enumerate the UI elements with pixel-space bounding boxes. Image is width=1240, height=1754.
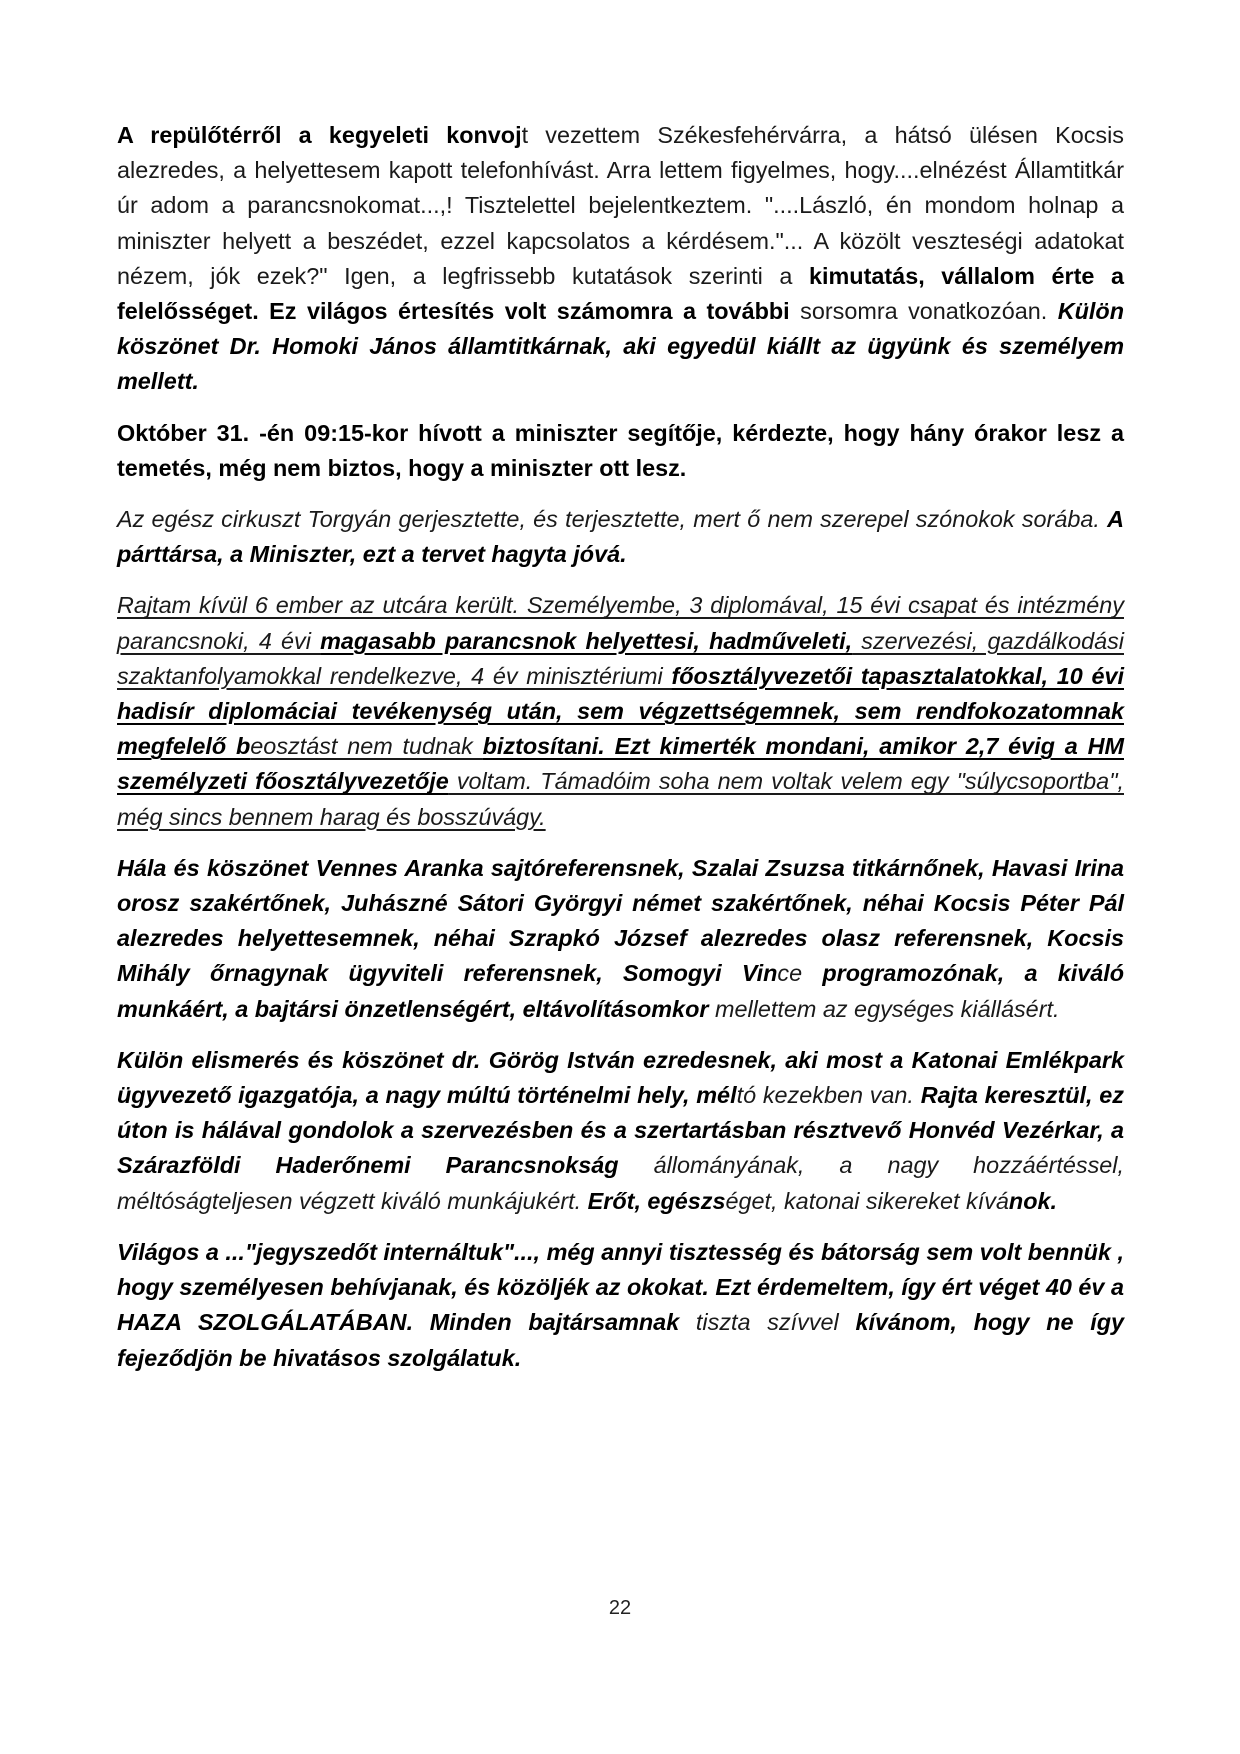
text-segment: A párttársa, a Miniszter, ezt a tervet hagyta jóvá. — [117, 506, 1124, 568]
text-segment: Külön köszönet Dr. Homoki János államtitkárnak, aki egyedül kiállt az ügyünk és személyem mellett. — [117, 298, 1124, 395]
text-segment: tiszta szívvel — [679, 1309, 856, 1336]
text-segment: Világos a ..."jegyszedőt internáltuk"..., még annyi tisztesség és bátorság sem volt bennük , hogy személyesen behívjanak, és közöljék az okokat. Ezt érdemeltem, így ért véget 40 év a HAZA SZOLGÁLATÁBAN. Minden bajtársamnak — [117, 1238, 1124, 1336]
text-segment: szervezési, gazdálkodási szaktanfolyamokkal rendelkezve, 4 év minisztériumi — [117, 627, 1124, 689]
text-segment: A repülőtérről a kegyeleti konvoj — [117, 122, 522, 148]
page-number: 22 — [608, 1597, 632, 1619]
text-segment: Hála és köszönet Vennes Aranka sajtóreferensnek, Szalai Zsuzsa titkárnőnek, Havasi Irina orosz szakértőnek, Juhászné Sátori Györgyi német szakértőnek, néhai Kocsis Péter Pál alezredes helyettesemnek, néhai Szrapkó József alezredes olasz referensnek, Kocsis Mihály őrnagynak ügyviteli referensnek, Somogyi Vin — [117, 854, 1124, 987]
paragraph-october-31 — [117, 416, 1124, 486]
text-segment: eosztást nem tudnak — [250, 733, 483, 760]
text-segment: nok. — [1008, 1187, 1058, 1214]
paragraph-convoy — [117, 118, 1124, 400]
text-segment: Rajta keresztül, ez úton is hálával gondolok a szervezésben és a szertartásban résztvevő Honvéd Vezérkar, a Szárazföldi Haderőnemi Parancsnokság — [117, 1082, 1124, 1179]
paragraph-thanks-gorog — [117, 1043, 1124, 1219]
text-segment: Az egész cirkuszt Torgyán gerjesztette, és terjesztette, mert ő nem szerepel szónokok — [117, 506, 1022, 533]
text-segment: t vezettem Székesfehérvárra, a hátsó ülésen Kocsis alezredes, a helyettesem kapott telefonhívást. Arra lettem figyelmes, hogy....elnézést Államtitkár úr adom a parancsnokomat...,! Tisztelettel bejelentkeztem. "....László, én mondom holnap a miniszter helyett a beszédet, ezzel kapcsolatos a kérdésem."... A közölt veszteségi adatokat nézem, jók ezek?" Igen, a legfrissebb kutatások szerinti a — [117, 122, 1124, 289]
text-segment: biztosítani. Ezt kimerték mondani, amikor 2,7 évig a HM személyzeti főosztályvezetője — [117, 733, 1124, 795]
text-segment: mellettem az egységes kiállásért. — [708, 995, 1060, 1022]
text-segment: ce — [777, 960, 823, 987]
text-segment: Rajtam kívül 6 ember az utcára került. Személyembe, 3 diplomával, 15 évi csapat és intézmény parancsnoki, 4 évi — [117, 592, 1124, 654]
paragraph-circus — [117, 502, 1124, 572]
text-segment: Erőt, egészs — [587, 1187, 726, 1214]
text-segment: főosztályvezetői tapasztalatokkal, 10 évi hadisír diplomáciai tevékenység után, sem végzettségemnek, sem rendfokozatomnak megfelelő b — [117, 662, 1124, 760]
text-segment: Október 31. -én 09:15-kor hívott a miniszter segítője, kérdezte, hogy hány órakor lesz a temetés, még nem biztos, hogy a miniszter ott lesz. — [117, 419, 1124, 481]
paragraph-dismissal — [117, 588, 1124, 834]
text-segment: kimutatás, vállalom érte a felelősséget. Ez világos értesítés volt számomra a további — [117, 262, 1124, 325]
document-page — [117, 118, 1124, 1392]
text-segment: Külön elismerés és köszönet dr. Görög István ezredesnek, aki most a Katonai Emlékpark ügyvezető igazgatója, a nagy múltú történelmi hely, mél — [117, 1046, 1124, 1109]
paragraph-conclusion — [117, 1235, 1124, 1376]
text-segment: éget, katonai sikereket kívá — [725, 1187, 1009, 1214]
text-segment: állományának, a nagy hozzáértéssel, méltóságteljesen végzett kiváló munkájukért. — [117, 1152, 1124, 1214]
text-segment: magasabb parancsnok helyettesi, hadműveleti, — [320, 627, 853, 654]
text-segment: tó kezekben van. — [736, 1082, 921, 1109]
text-segment: programozónak, a kiváló munkáért, a bajtársi önzetlenségért, eltávolításomkor — [117, 960, 1125, 1022]
text-segment: voltam. Támadóim soha nem voltak velem egy "súlycsoportba", még sincs bennem harag és bosszúvágy. — [117, 768, 1124, 830]
text-segment: sorsomra vonatkozóan. — [789, 298, 1058, 325]
paragraph-thanks-staff — [117, 851, 1124, 1027]
text-segment: kívánom, hogy ne így fejeződjön be hivatásos szolgálatuk. — [117, 1309, 1125, 1371]
text-segment: sorába. — [1021, 506, 1108, 533]
